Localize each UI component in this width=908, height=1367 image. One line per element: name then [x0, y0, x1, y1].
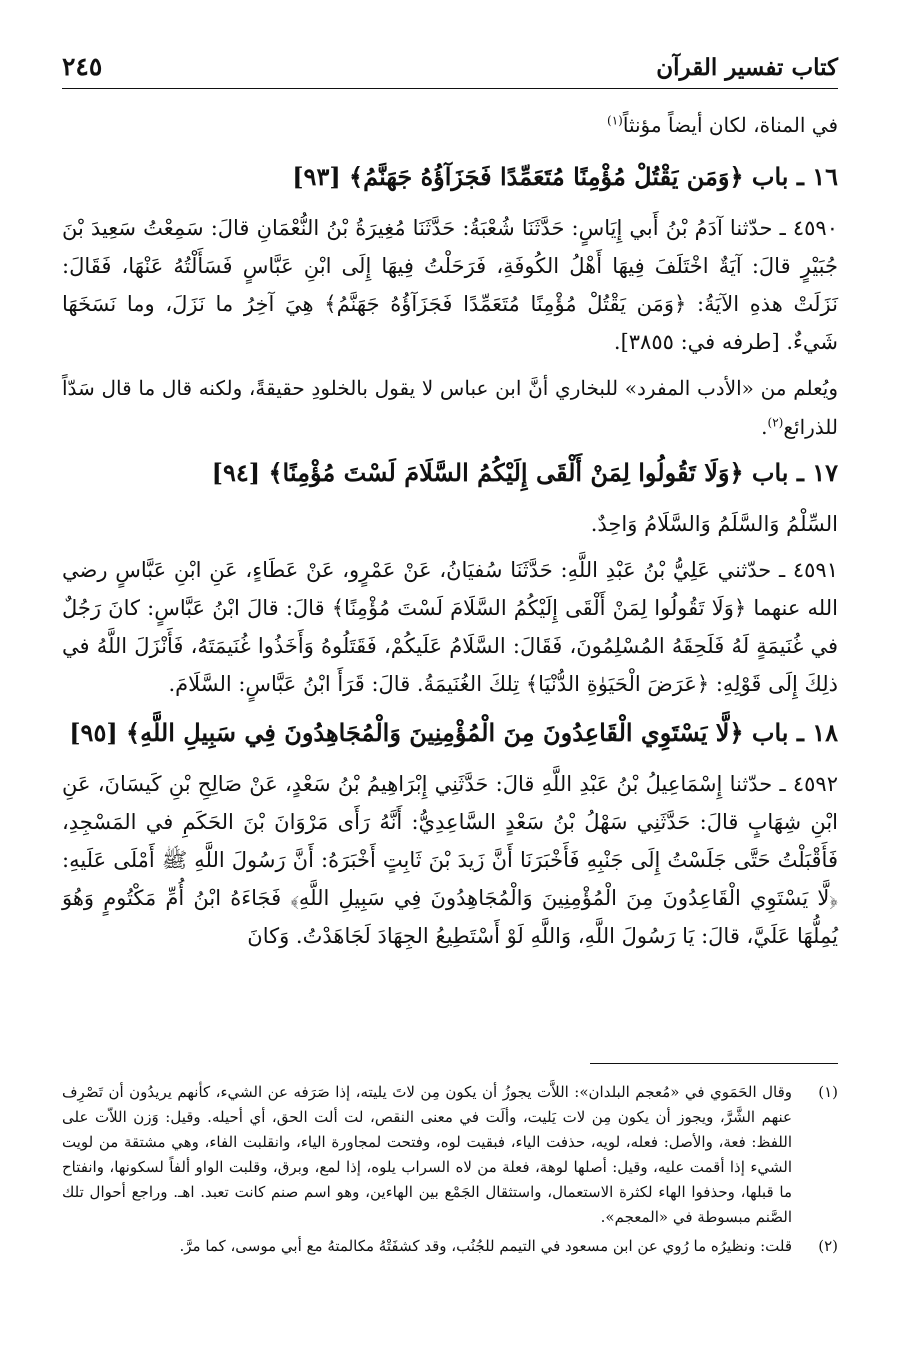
footnote-text: قلت: ونظيرُه ما رُوي عن ابن مسعود في التيمم للجُنُب، وقد كشفَتْهُ مكالمتهُ مع أبي موسى، كما مرَّ. [179, 1237, 792, 1255]
footnote-1 [62, 1080, 838, 1230]
running-title: كتاب تفسير القرآن [656, 54, 838, 81]
footnote-ref: (١) [607, 113, 623, 128]
footnote-divider [590, 1063, 838, 1064]
intro-text: في المناة، لكان أيضاً مؤنثاً [622, 113, 838, 137]
commentary-paragraph: ويُعلم من «الأدب المفرد» للبخاري أنَّ ابن عباس لا يقول بالخلودِ حقيقةً، ولكنه قال ما قال سَدّاً للذرائع$^{(٢)}$. [62, 376, 838, 439]
chapter-heading-16: ١٦ ـ باب ﴿وَمَن يَقْتُلْ مُؤْمِنًا مُتَعَمِّدًا فَجَزَآؤُهُ جَهَنَّمُ﴾ [٩٣] [292, 162, 838, 191]
chapter-gloss: السِّلْمُ وَالسَّلَمُ وَالسَّلَامُ وَاحِدٌ. [590, 512, 838, 536]
chapter-heading-17: ١٧ ـ باب ﴿وَلَا تَقُولُوا لِمَنْ أَلْقَى إِلَيْكُمُ السَّلَامَ لَسْتَ مُؤْمِنًا﴾ [٩٤] [211, 458, 838, 487]
footnotes [62, 1080, 838, 1263]
footnote-text: وقال الحَمَوي في «مُعجم البلدان»: اللاَّت يجوزُ أن يكون مِن لاتَ يليته، إذا صَرَفه عن الشيء، كأنهم يريدُون أن تَصْرِف عنهم الشَّرَّ، ويجوز أن يكون مِن لات يَليت، وألَت في معنى النقص، لت ألت الحق، أي أحيله. وقيل: وَزن اللاّت على اللفظ: فعة، والأصل: فعله، لويه، حذفت الياء، فبقيت لوه، وفتحت لمجاورة الياء، وانقلبت الفاء، وهي مشتقة من لويت الشيء إذا أقمت عليه، وقيل: أصلها لوهة، فعلة من لاه السراب يلوه، إذا لمع، وبرق، وقلبت الواو ألفاً لسكونها، وانفتاح ما قبلها، وحذفوا الهاء لكثرة الاستعمال، واستثقال الجَمْع بين الهاءين، وهو اسم صنم كانت تعبد. اهـ. وراجع أحوال تلك الصَّنم مبسوطة في «المعجم». [62, 1083, 792, 1226]
hadith-4590: ٤٥٩٠ ـ حدّثنا آدَمُ بْنُ أَبي إِيَاسٍ: حَدَّثَنَا شُعْبَةُ: حَدَّثَنَا مُغِيرَةُ بْنُ النُّعْمَانِ قالَ: سَمِعْتُ سَعِيدَ بْنَ جُبَيْرٍ قالَ: آيَةٌ اخْتَلَفَ فِيهَا أَهْلُ الكُوفَةِ، فَرَحَلْتُ فِيهَا إِلَى ابْنِ عَبَّاسٍ فَسَأَلْتُهُ عَنْهَا، فَقَالَ: نَزَلَتْ هذهِ الآيَةُ: ﴿وَمَن يَقْتُلْ مُؤْمِنًا مُتَعَمِّدًا فَجَزَآؤُهُ جَهَنَّمُ﴾ هِيَ آخِرُ ما نَزَلَ، وما نَسَخَهَا شَيءٌ. [طرفه في: ٣٨٥٥]. [62, 216, 838, 354]
footnote-number: (٢) [818, 1237, 838, 1255]
page-number: ٢٤٥ [62, 52, 103, 81]
footnote-number: (١) [818, 1083, 838, 1101]
hadith-4591: ٤٥٩١ ـ حدّثني عَلِيُّ بْنُ عَبْدِ اللَّهِ: حَدَّثَنَا سُفيَانُ، عَنْ عَمْرٍو، عَنْ عَطَاءٍ، عَنِ ابْنِ عَبَّاسٍ رضي الله عنهما ﴿وَلَا تَقُولُوا لِمَنْ أَلْقَى إِلَيْكُمُ السَّلَامَ لَسْتَ مُؤْمِنًا﴾ قالَ: قالَ ابْنُ عَبَّاسٍ: كانَ رَجُلٌ في غُنَيمَةٍ لَهُ فَلَحِقَهُ المُسْلِمُونَ، فَقَالَ: السَّلَامُ عَلَيكُمْ، فَقَتَلُوهُ وَأَخَذُوا غُنَيمَتَهُ، فَأَنْزَلَ اللَّهُ في ذلِكَ إِلَى قَوْلِهِ: ﴿عَرَضَ الْحَيَوٰةِ الدُّنْيَا﴾ تِلكَ الغُنَيمَةُ. قالَ: قَرَأَ ابْنُ عَبَّاسٍ: السَّلَامَ. [62, 558, 838, 696]
footnote-ref: (٢) [767, 415, 784, 430]
footnote-2 [62, 1234, 838, 1259]
hadith-4592: ٤٥٩٢ ـ حدّثنا إِسْمَاعِيلُ بْنُ عَبْدِ اللَّهِ قالَ: حَدَّثَنِي إِبْرَاهِيمُ بْنُ سَعْدٍ، عَنْ صَالِحِ بْنِ كَيسَانَ، عَنِ ابْنِ شِهَابٍ قالَ: حَدَّثَنِي سَهْلُ بْنُ سَعْدٍ السَّاعِدِيُّ: أَنَّهُ رَأَى مَرْوَانَ بْنَ الحَكَمِ في المَسْجِدِ، فَأَقْبَلْتُ حَتَّى جَلَسْتُ إِلَى جَنْبِهِ فَأَخْبَرَنَا أَنَّ زَيدَ بْنَ ثَابِتٍ أَخْبَرَهُ: أَنَّ رَسُولَ اللَّهِ ﷺ أَمْلَى عَلَيهِ: ﴿لَّا يَسْتَوِي الْقَاعِدُونَ مِنَ الْمُؤْمِنِينَ وَالْمُجَاهِدُونَ فِي سَبِيلِ اللَّهِ﴾ فَجَاءَهُ ابْنُ أُمِّ مَكْتُومٍ وَهُوَ يُمِلُّهَا عَلَيَّ، قالَ: يَا رَسُولَ اللَّهِ، وَاللَّهِ لَوْ أَسْتَطِيعُ الجِهَادَ لَجَاهَدْتُ. وَكانَ [62, 772, 838, 948]
intro-line [62, 106, 838, 145]
chapter-heading-18: ١٨ ـ باب ﴿لَّا يَسْتَوِي الْقَاعِدُونَ مِنَ الْمُؤْمِنِينَ وَالْمُجَاهِدُونَ فِي سَبِيلِ اللَّهِ﴾ [٩٥] [69, 718, 838, 747]
page-header [62, 48, 838, 89]
commentary-text: ويُعلم من «الأدب المفرد» للبخاري أنَّ ابن عباس لا يقول بالخلودِ حقيقةً، ولكنه قال ما قال سَدّاً للذرائع [62, 376, 838, 439]
main-text [62, 106, 838, 963]
